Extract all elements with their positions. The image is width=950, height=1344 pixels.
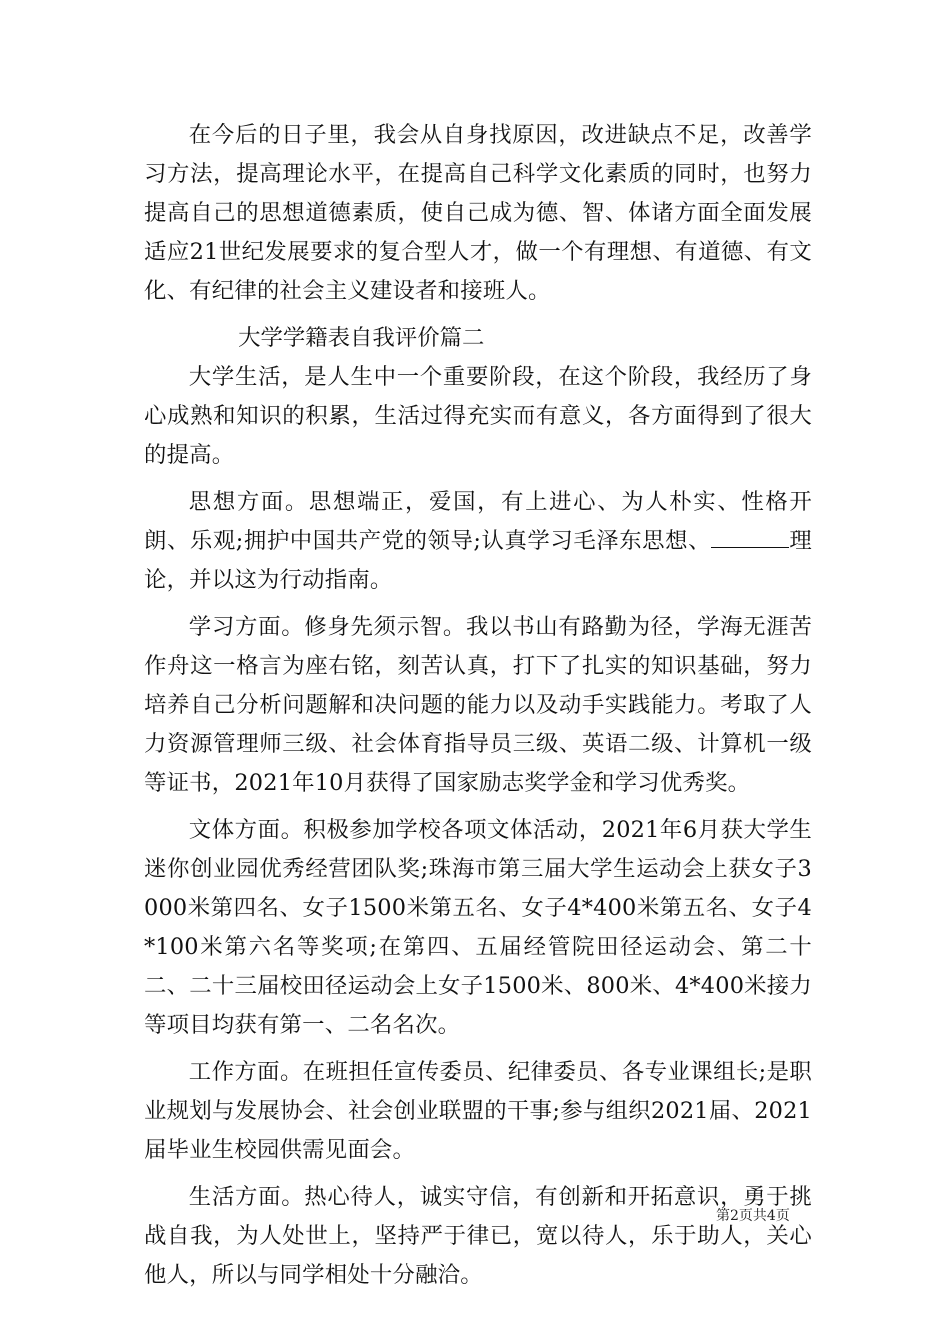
paragraph-thought-text: 思想方面。思想端正，爱国，有上进心、为人朴实、性格开朗、乐观;拥护中国共产党的领导;认真学习毛泽东思想、	[144, 489, 812, 554]
paragraph-life: 生活方面。热心待人，诚实守信，有创新和开拓意识，勇于挑战自我，为人处世上，坚持严于律已，宽以待人，乐于助人，关心他人，所以与同学相处十分融洽。	[144, 1184, 812, 1288]
section-heading: 大学学籍表自我评价篇二	[238, 325, 485, 351]
paragraph-thought-text-end: 理论，并以这为行动指南。	[144, 528, 812, 593]
paragraph-thought	[144, 483, 812, 600]
paragraph-work: 工作方面。在班担任宣传委员、纪律委员、各专业课组长;是职业规划与发展协会、社会创业联盟的干事;参与组织2021届、2021届毕业生校园供需见面会。	[144, 1059, 812, 1163]
paragraph-conclusion: 在今后的日子里，我会从自身找原因，改进缺点不足，改善学习方法，提高理论水平，在提高自己科学文化素质的同时，也努力提高自己的思想道德素质，使自己成为德、智、体诸方面全面发展适应21世纪发展要求的复合型人才，做一个有理想、有道德、有文化、有纪律的社会主义建设者和接班人。	[144, 122, 812, 304]
paragraph-study: 学习方面。修身先须示智。我以书山有路勤为径，学海无涯苦作舟这一格言为座右铭，刻苦认真，打下了扎实的知识基础，努力培养自己分析问题解和决问题的能力以及动手实践能力。考取了人力资源管理师三级、社会体育指导员三级、英语二级、计算机一级等证书，2021年10月获得了国家励志奖学金和学习优秀奖。	[144, 614, 812, 796]
document-body	[144, 116, 812, 1295]
page-number: 第2页共4页	[716, 1208, 790, 1224]
fill-in-blank	[711, 527, 789, 548]
paragraph-sports: 文体方面。积极参加学校各项文体活动，2021年6月获大学生迷你创业园优秀经营团队奖;珠海市第三届大学生运动会上获女子3000米第四名、女子1500米第五名、女子4*400米第五名、女子4*100米第六名等奖项;在第四、五届经管院田径运动会、第二十二、二十三届校田径运动会上女子1500米、800米、4*400米接力等项目均获有第一、二名名次。	[144, 817, 812, 1038]
paragraph-intro: 大学生活，是人生中一个重要阶段，在这个阶段，我经历了身心成熟和知识的积累，生活过得充实而有意义，各方面得到了很大的提高。	[144, 364, 812, 468]
